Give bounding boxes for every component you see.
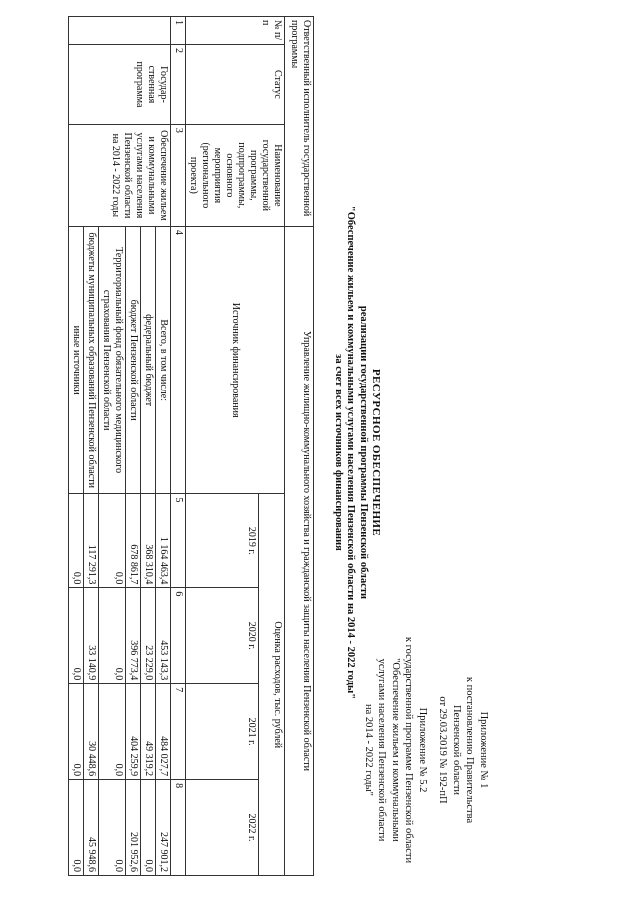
document-heading xyxy=(332,40,383,865)
column-number: 8 xyxy=(171,780,186,876)
heading-line: реализации государственной программы Пензенской области xyxy=(358,305,369,600)
header-num: № п/п xyxy=(186,17,285,45)
header-year: 2021 г. xyxy=(186,684,259,780)
heading-line: за счет всех источников финансирования xyxy=(333,354,344,551)
column-number: 5 xyxy=(171,494,186,588)
value-cell: 30 448,6 xyxy=(84,684,99,780)
value-cell: 0,0 xyxy=(99,588,126,684)
header-estimate: Оценка расходов, тыс. рублей xyxy=(259,494,285,876)
value-cell: 368 310,4 xyxy=(141,494,156,588)
value-cell: 0,0 xyxy=(69,684,84,780)
source-cell: Всего, в том числе: xyxy=(156,226,171,494)
column-number: 2 xyxy=(171,44,186,124)
table-row xyxy=(156,17,171,876)
annex-line: на 2014 - 2022 годы" xyxy=(363,704,374,796)
value-cell: 1 164 463,4 xyxy=(156,494,171,588)
column-number: 4 xyxy=(171,226,186,494)
header-status: Статус xyxy=(186,44,285,124)
value-cell: 0,0 xyxy=(69,588,84,684)
column-number: 7 xyxy=(171,684,186,780)
value-cell: 49 319,2 xyxy=(141,684,156,780)
value-cell: 484 027,7 xyxy=(156,684,171,780)
header-year: 2022 г. xyxy=(186,780,259,876)
column-number: 6 xyxy=(171,588,186,684)
value-cell: 0,0 xyxy=(99,780,126,876)
header-year: 2019 г. xyxy=(186,494,259,588)
value-cell: 0,0 xyxy=(69,494,84,588)
value-cell: 396 773,4 xyxy=(126,588,141,684)
annex-line: к постановлению Правительства xyxy=(464,676,476,824)
value-cell: 0,0 xyxy=(69,780,84,876)
program-status: Государ-ственная программа xyxy=(69,44,171,124)
annex-line: "Обеспечение жильем и коммунальными xyxy=(390,658,401,842)
header-source: Источник финансирования xyxy=(186,226,285,494)
header-name: Наименование государственной программы, подпрограммы, основного мероприятия (регионального проекта) xyxy=(186,124,285,226)
source-cell: иные источники xyxy=(69,226,84,494)
header-year: 2020 г. xyxy=(186,588,259,684)
document-title: РЕСУРСНОЕ ОБЕСПЕЧЕНИЕ xyxy=(370,368,382,537)
annex-line: Приложение № 1 xyxy=(478,711,489,789)
value-cell: 45 948,6 xyxy=(84,780,99,876)
annex-line: от 29.03.2019 № 192-пП xyxy=(437,696,449,804)
value-cell: 404 259,9 xyxy=(126,684,141,780)
value-cell: 201 952,6 xyxy=(126,780,141,876)
annex-line: к государственной программе Пензенской области xyxy=(403,636,415,864)
header-row-executor xyxy=(285,17,314,876)
resp-executor-label: Ответственный исполнитель государственной программы xyxy=(285,17,314,227)
column-number-row xyxy=(171,17,186,876)
annex-line: Пензенской области xyxy=(451,704,462,796)
program-num xyxy=(69,17,171,45)
header-row-main xyxy=(259,17,285,876)
source-cell: бюджет Пензенской области xyxy=(126,226,141,494)
value-cell: 678 861,7 xyxy=(126,494,141,588)
column-number: 1 xyxy=(171,17,186,45)
value-cell: 23 229,0 xyxy=(141,588,156,684)
heading-line: "Обеспечение жильем и коммунальными услугами населения Пензенской области на 2014 - 2022 годы" xyxy=(345,205,357,700)
source-cell: бюджеты муниципальных образований Пензенской области xyxy=(84,226,99,494)
source-cell: федеральный бюджет xyxy=(141,226,156,494)
annex-line: Приложение № 5.2 xyxy=(417,707,428,793)
value-cell: 0,0 xyxy=(141,780,156,876)
value-cell: 247 901,2 xyxy=(156,780,171,876)
resource-table xyxy=(68,16,314,876)
value-cell: 0,0 xyxy=(99,684,126,780)
program-name: Обеспечение жильем и коммунальными услугами населения Пензенской области на 2014 - 2022 годы xyxy=(69,124,171,226)
value-cell: 453 143,3 xyxy=(156,588,171,684)
annex-line: услугами населения Пензенской области xyxy=(376,658,388,842)
value-cell: 33 140,9 xyxy=(84,588,99,684)
column-number: 3 xyxy=(171,124,186,226)
value-cell: 117 291,3 xyxy=(84,494,99,588)
value-cell: 0,0 xyxy=(99,494,126,588)
resp-department: Управление жилищно-коммунального хозяйства и гражданской защиты населения Пензенской области xyxy=(285,226,314,875)
source-cell: Территориальный фонд обязательного медицинского страхования Пензенской области xyxy=(99,226,126,494)
